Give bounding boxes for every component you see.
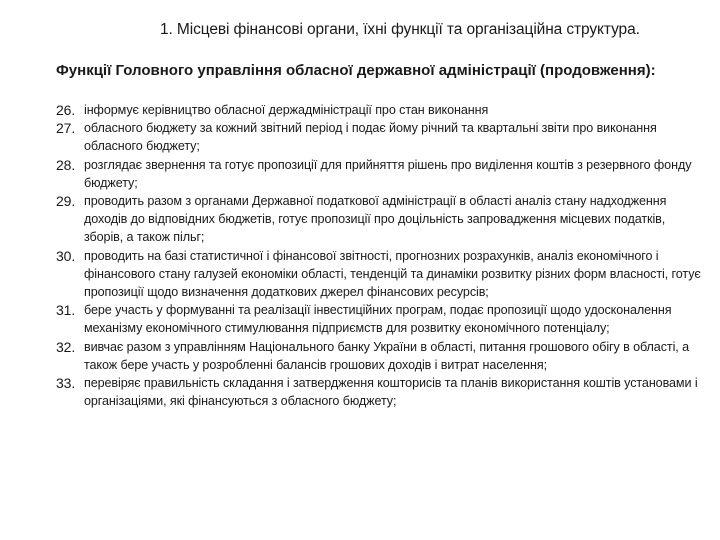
- list-item: [56, 374, 701, 410]
- list-item: [56, 101, 701, 119]
- list-item: [56, 338, 701, 374]
- item-text: інформує керівництво обласної держадміністрації про стан виконання: [84, 103, 489, 117]
- item-number: 29.: [56, 193, 76, 210]
- item-number: 33.: [56, 375, 76, 392]
- item-text: вивчає разом з управлінням Національного банку України в області, питання грошового обігу в області, а також бере участь у розробленні балансів грошових доходів і витрат населення;: [84, 339, 689, 372]
- list-item: [56, 156, 701, 192]
- section-heading: Функції Головного управління обласної державної адміністрації (продовження):: [56, 62, 656, 79]
- functions-list: [56, 101, 701, 410]
- item-number: 30.: [56, 247, 76, 264]
- item-number: 31.: [56, 302, 76, 319]
- list-item: [56, 247, 701, 302]
- item-number: 32.: [56, 338, 76, 355]
- item-text: обласного бюджету за кожний звітний період і подає йому річний та квартальні звіти про виконання обласного бюджету;: [84, 121, 657, 154]
- item-text: проводить разом з органами Державної податкової адміністрації в області аналіз стану надходження доходів до відповідних бюджетів, готує пропозиції про доцільність запровадження місцевих податків, зборів, а також пільг;: [84, 194, 667, 245]
- slide-title: 1. Місцеві фінансові органи, їхні функції та організаційна структура.: [160, 21, 640, 38]
- list-item: [56, 119, 701, 155]
- list-item: [56, 301, 701, 337]
- item-text: перевіряє правильність складання і затвердження кошторисів та планів використання коштів установами і організаціями, які фінансуються з обласного бюджету;: [84, 376, 698, 409]
- item-text: розглядає звернення та готує пропозиції для прийняття рішень про виділення коштів з резервного фонду бюджету;: [84, 157, 692, 190]
- item-number: 28.: [56, 156, 76, 173]
- item-number: 27.: [56, 120, 76, 137]
- item-number: 26.: [56, 102, 76, 118]
- item-text: проводить на базі статистичної і фінансової звітності, прогнозних розрахунків, аналіз економічного і фінансового стану галузей економіки області, тенденцій та динаміки розвитку різних форм власності, готує пропозиції щодо визначення додаткових джерел фінансових ресурсів;: [84, 248, 701, 300]
- list-item: [56, 192, 701, 247]
- item-text: бере участь у формуванні та реалізації інвестиційних програм, подає пропозиції щодо удосконалення механізму економічного стимулювання підприємств для розвитку економічного потенціалу;: [84, 303, 672, 336]
